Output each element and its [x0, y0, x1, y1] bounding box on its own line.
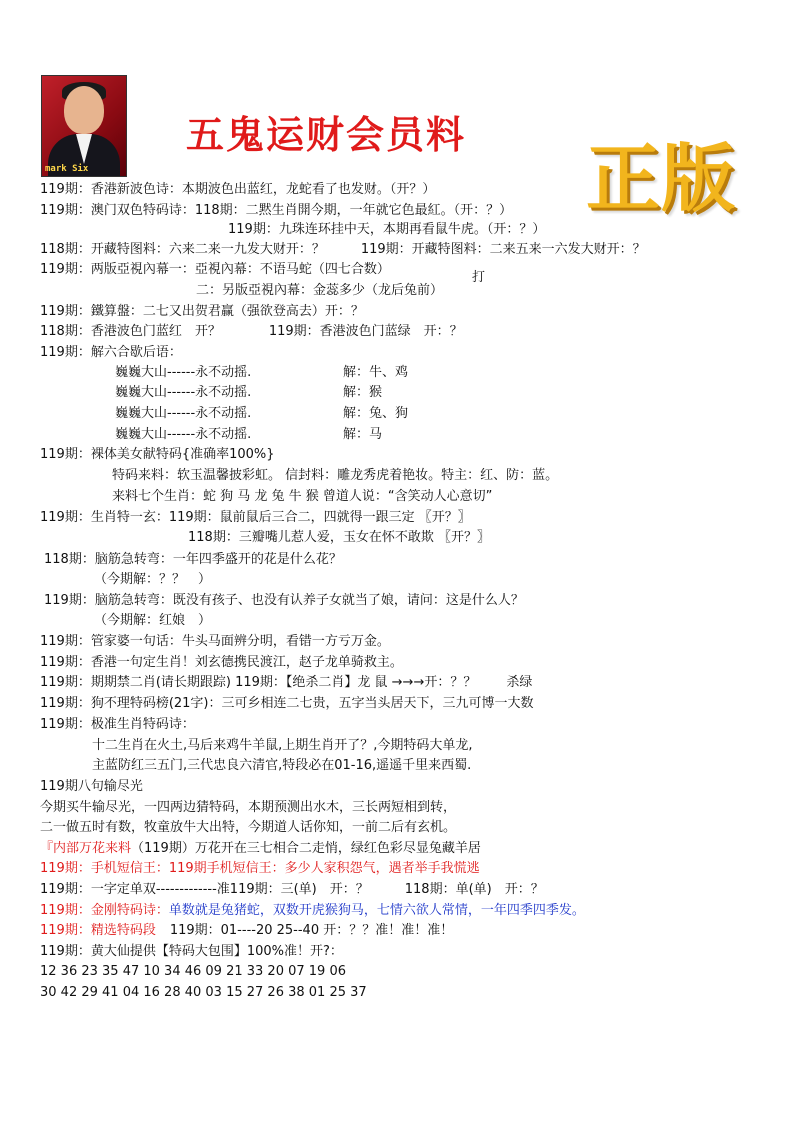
number-row: 12 36 23 35 47 10 34 46 09 21 33 20 07 19 06	[40, 964, 346, 979]
text-segment: 119期：一字定单双-------------准119期：三(单) 开：？	[40, 882, 369, 897]
text-line: 119期：香港新波色诗：本期波色出蓝红，龙蛇看了也发财。（开？）	[40, 182, 436, 197]
text-segment: 118期：单(单) 开：？	[404, 882, 544, 897]
text-line	[40, 675, 532, 691]
text-segment: 『内部万花来料	[40, 841, 132, 856]
text-line: 119期：解六合歇后语：	[40, 345, 182, 360]
text-line: 119期：两版亞視內幕一：亞視內幕：不语马蛇（四七合数）	[40, 262, 390, 277]
portrait-photo	[41, 75, 127, 177]
portrait-face	[64, 86, 104, 134]
text-line: 119期：生肖特一玄：119期：鼠前鼠后三合二，四就得一跟三定 〖开？〗	[40, 510, 471, 525]
text-segment: （119期）万花开在三七相合二走悄，绿红色彩尽显兔藏羊居	[131, 841, 481, 856]
text-segment: 119期：香港波色门蓝绿 开：？	[268, 324, 463, 339]
authentic-badge: 正版	[586, 136, 736, 222]
text-line: 119期：手机短信王：119期手机短信王：多少人家积怨气，遇者举手我慌逃	[40, 861, 480, 876]
text-segment: 118期：香港波色门蓝红 开？	[40, 324, 221, 339]
text-line	[40, 841, 481, 857]
text-line	[40, 923, 453, 939]
text-segment: 119期：01----20 25--40 开：？？准！准！准！	[169, 923, 454, 938]
text-line: 118期：脑筋急转弯：一年四季盛开的花是什么花？	[44, 552, 342, 567]
text-line	[40, 903, 585, 919]
text-segment: 单数就是兔猪蛇，双数开虎猴狗马，七情六欲人常情，一年四季四季发。	[168, 903, 585, 918]
riddle-question: 巍巍大山------永不动摇.	[115, 365, 252, 380]
text-line: 今期买牛输尽光，一四两边猜特码，本期预测出水木，三长两短相到转，	[40, 800, 457, 815]
text-line: 118期：三瓣嘴儿惹人爱，玉女在怀不敢欺 〖开？〗	[188, 530, 490, 545]
text-segment: 杀绿	[506, 675, 533, 690]
text-line: 119期：香港一句定生肖！刘玄德携民渡江，赵子龙单骑救主。	[40, 655, 403, 670]
portrait-caption: mark Six	[45, 164, 89, 174]
text-segment: 118期：开藏特图料：六来二来一九发大财开：？	[40, 242, 325, 257]
riddle-question: 巍巍大山------永不动摇.	[115, 385, 252, 400]
text-line: 来料七个生肖：蛇 狗 马 龙 兔 牛 猴 曾道人说：“含笑动人心意切”	[112, 489, 493, 504]
text-line	[40, 242, 646, 258]
text-line: （今期解：？？ ）	[94, 572, 212, 587]
text-line: 119期：管家婆一句话：牛头马面辨分明，看错一方亏万金。	[40, 634, 390, 649]
riddle-question: 巍巍大山------永不动摇.	[115, 406, 252, 421]
text-line: 119期八句输尽光	[40, 779, 143, 794]
text-line: 119期：黄大仙提供【特码大包围】100%准！开?：	[40, 944, 343, 959]
text-line: 119期：极准生肖特码诗：	[40, 717, 195, 732]
text-mark: 打	[472, 270, 486, 285]
text-line: 二一做五时有数，牧童放牛大出特，今期道人话你知，一前二后有玄机。	[40, 820, 457, 835]
text-segment: 119期：开藏特图料：二来五来一六发大财开：？	[360, 242, 646, 257]
text-line: 119期：狗不理特码榜(21字)：三可乡相连二七贵，五字当头居天下，三九可博一大数	[40, 696, 534, 711]
text-line: 十二生肖在火土,马后来鸡牛羊鼠,上期生肖开了？,今期特码大单龙,	[92, 738, 473, 753]
number-row: 30 42 29 41 04 16 28 40 03 15 27 26 38 01 25 37	[40, 985, 367, 1000]
text-segment: 119期：金刚特码诗：	[40, 903, 169, 918]
text-segment: 119期：期期禁二肖(请长期跟踪) 119期：【绝杀二肖】龙 鼠 →→→开：？？	[40, 675, 477, 690]
text-line: 119期：澳门双色特码诗：118期：二黙生肖開今期，一年就它色最紅。（开：？）	[40, 203, 513, 218]
text-line: 主蓝防红三五门,三代忠良六清官,特段必在01-16,遥遥千里来西蜀.	[92, 758, 472, 773]
text-line: 119期：裸体美女献特码{准确率100%}	[40, 447, 275, 462]
text-line: 特码来料：软玉温馨披彩虹。 信封料：雕龙秀虎着艳妆。特主：红、防：蓝。	[112, 468, 559, 483]
text-line: 二：另版亞視內幕：金蕊多少（龙后兔前）	[196, 283, 444, 298]
text-line: （今期解：红娘 ）	[94, 613, 212, 628]
riddle-question: 巍巍大山------永不动摇.	[115, 427, 252, 442]
text-line: 119期：鐵算盤：二七又出贺君赢（强欲登高去）开：？	[40, 304, 364, 319]
riddle-answer: 解：兔、狗	[343, 406, 409, 421]
text-line: 119期：脑筋急转弯：既没有孩子、也没有认养子女就当了娘，请问：这是什么人？	[44, 593, 524, 608]
riddle-answer: 解：牛、鸡	[343, 365, 409, 380]
text-segment: 119期：精选特码段	[40, 923, 156, 938]
riddle-answer: 解：猴	[343, 385, 383, 400]
page-title: 五鬼运财会员料	[186, 112, 467, 157]
text-line	[40, 324, 463, 340]
text-line: 119期：九珠连环挂中天，本期再看鼠牛虎。（开：？）	[228, 222, 546, 237]
riddle-answer: 解：马	[343, 427, 383, 442]
text-line	[40, 882, 544, 898]
